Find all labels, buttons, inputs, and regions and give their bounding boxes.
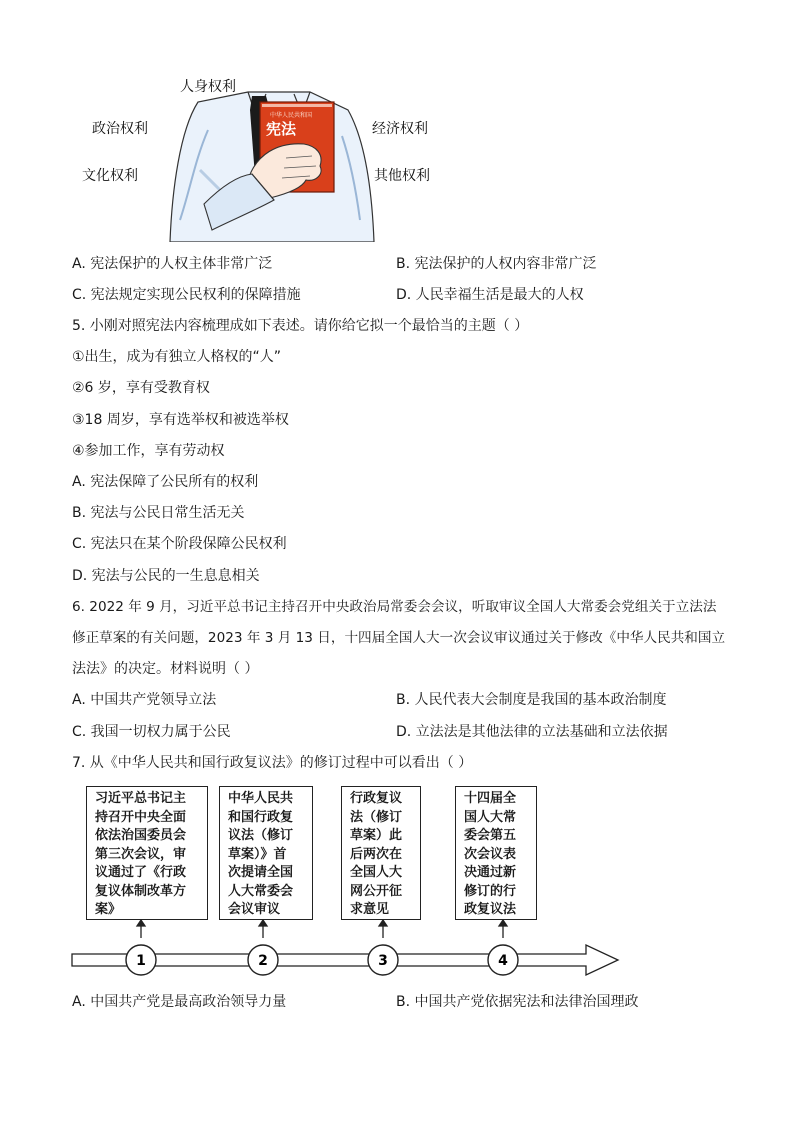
book-title: 宪法 bbox=[266, 120, 297, 138]
q4-option-b: B. 宪法保护的人权内容非常广泛 bbox=[396, 256, 597, 272]
constitution-illustration bbox=[80, 70, 440, 242]
q6-option-c: C. 我国一切权力属于公民 bbox=[72, 724, 231, 740]
q6-stem-line-1: 6. 2022 年 9 月，习近平总书记主持召开中央政治局常委会会议，听取审议全国人大常委会党组关于立法法 bbox=[72, 599, 717, 615]
timeline-box-2: 中华人民共 和国行政复 议法（修订 草案）》首 次提请全国 人大常委会 会议审议 bbox=[219, 786, 313, 920]
q4-option-d: D. 人民幸福生活是最大的人权 bbox=[396, 287, 584, 303]
q5-item-3: ③18 周岁，享有选举权和被选举权 bbox=[72, 412, 289, 428]
timeline-box-1: 习近平总书记主 持召开中央全面 依法治国委员会 第三次会议，审 议通过了《行政 复议体制改革方 案》 bbox=[86, 786, 208, 920]
q6-stem-line-3: 法法》的决定。材料说明（ ） bbox=[72, 661, 259, 677]
timeline-marker-label-2: 2 bbox=[258, 953, 268, 969]
rights-label-other: 其他权利 bbox=[374, 168, 430, 184]
timeline-marker-label-4: 4 bbox=[498, 953, 508, 969]
timeline-box-3: 行政复议 法（修订 草案）此 后两次在 全国人大 网公开征 求意见 bbox=[341, 786, 421, 920]
q4-option-c: C. 宪法规定实现公民权利的保障措施 bbox=[72, 287, 301, 303]
timeline-box-4: 十四届全 国人大常 委会第五 次会议表 决通过新 修订的行 政复议法 bbox=[455, 786, 537, 920]
timeline-marker-label-1: 1 bbox=[136, 953, 146, 969]
q7-option-b: B. 中国共产党依据宪法和法律治国理政 bbox=[396, 994, 639, 1010]
rights-label-personal: 人身权利 bbox=[180, 79, 236, 95]
q5-item-1: ①出生，成为有独立人格权的“人” bbox=[72, 349, 282, 365]
q5-option-a: A. 宪法保障了公民所有的权利 bbox=[72, 474, 259, 490]
rights-label-cultural: 文化权利 bbox=[82, 168, 138, 184]
q6-stem-line-2: 修正草案的有关问题，2023 年 3 月 13 日，十四届全国人大一次会议审议通过关于修改《中华人民共和国立 bbox=[72, 630, 726, 646]
q5-option-d: D. 宪法与公民的一生息息相关 bbox=[72, 568, 260, 584]
q5-stem: 5. 小刚对照宪法内容梳理成如下表述。请你给它拟一个最恰当的主题（ ） bbox=[72, 318, 529, 334]
timeline-marker-label-3: 3 bbox=[378, 953, 388, 969]
q4-option-a: A. 宪法保护的人权主体非常广泛 bbox=[72, 256, 273, 272]
q6-option-d: D. 立法法是其他法律的立法基础和立法依据 bbox=[396, 724, 668, 740]
q6-option-b: B. 人民代表大会制度是我国的基本政治制度 bbox=[396, 692, 667, 708]
q5-option-b: B. 宪法与公民日常生活无关 bbox=[72, 505, 245, 521]
book-subtitle: 中华人民共和国 bbox=[270, 112, 313, 119]
q5-item-2: ②6 岁，享有受教育权 bbox=[72, 380, 210, 396]
man-holding-constitution-icon bbox=[80, 70, 440, 242]
q5-item-4: ④参加工作，享有劳动权 bbox=[72, 443, 225, 459]
timeline-arrow bbox=[70, 938, 630, 982]
q7-stem: 7. 从《中华人民共和国行政复议法》的修订过程中可以看出（ ） bbox=[72, 755, 473, 771]
q6-option-a: A. 中国共产党领导立法 bbox=[72, 692, 217, 708]
rights-label-political: 政治权利 bbox=[92, 121, 148, 137]
rights-label-economic: 经济权利 bbox=[372, 121, 428, 137]
q5-option-c: C. 宪法只在某个阶段保障公民权利 bbox=[72, 536, 287, 552]
q7-option-a: A. 中国共产党是最高政治领导力量 bbox=[72, 994, 287, 1010]
timeline-connectors bbox=[0, 918, 794, 942]
